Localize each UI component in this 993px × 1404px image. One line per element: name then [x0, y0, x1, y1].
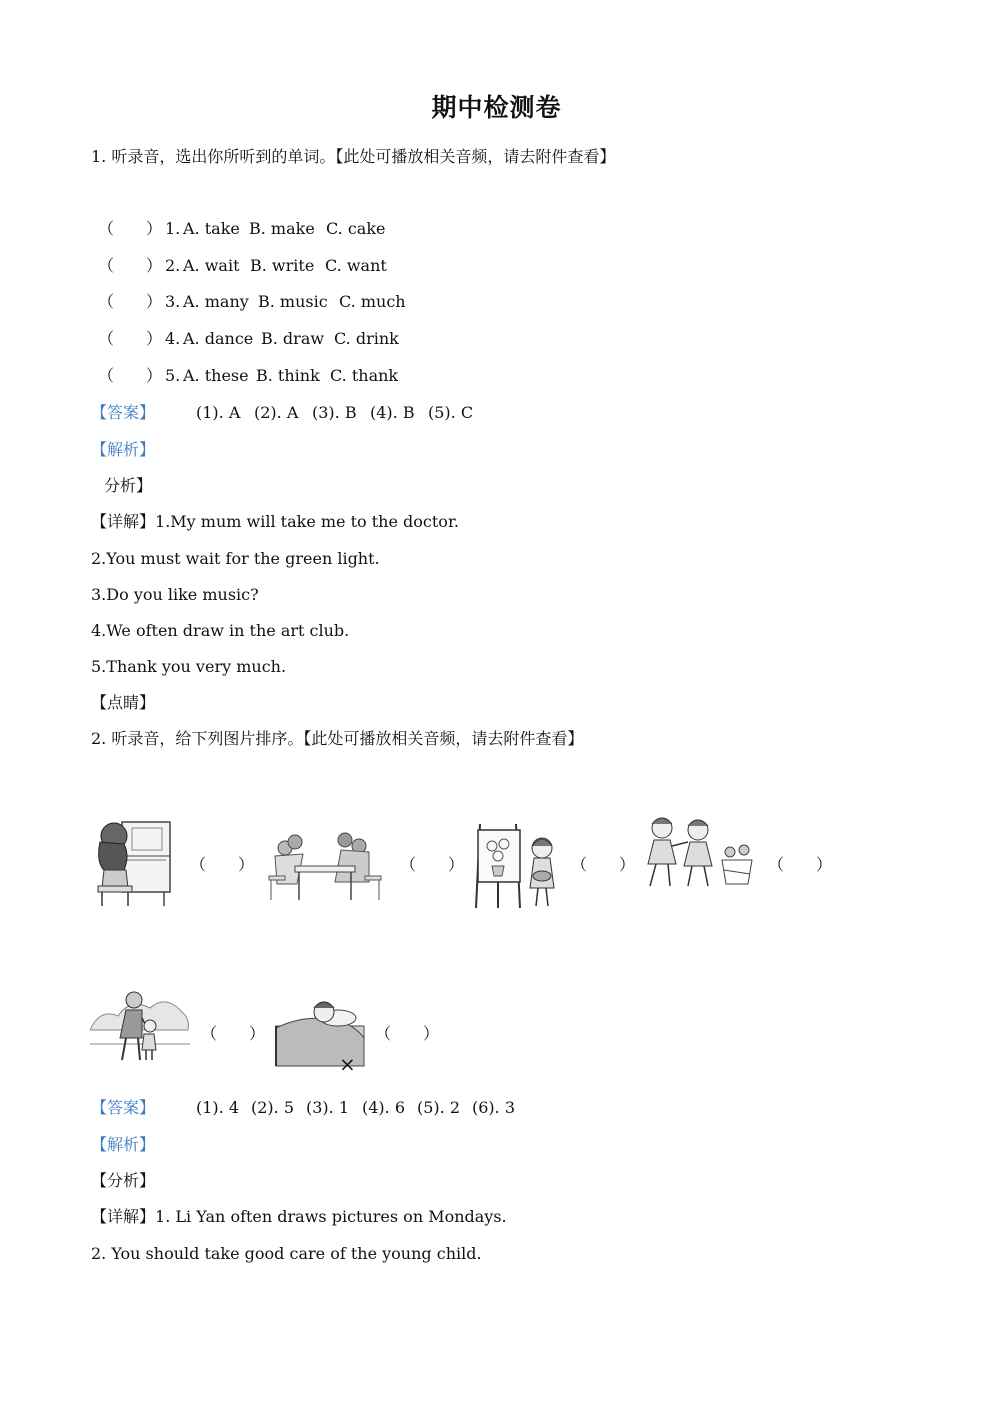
- answer-value: (4). 6: [362, 1098, 406, 1117]
- detail-line: 4.We often draw in the art club.: [91, 621, 350, 640]
- option-c: C. want: [325, 256, 387, 275]
- detail-line: 3.Do you like music?: [91, 585, 259, 604]
- option-a: A. these: [183, 366, 249, 385]
- father-child-picture: [90, 990, 190, 1062]
- q2-prompt: 2. 听录音，给下列图片排序。【此处可播放相关音频，请去附件查看】: [91, 729, 584, 748]
- answer-blank[interactable]: （ ）: [98, 256, 163, 275]
- girl-painting-picture: [472, 822, 564, 910]
- answer-value: (3). B: [312, 403, 357, 422]
- family-table-picture: [265, 830, 385, 902]
- detail-line: [91, 1206, 507, 1228]
- answer-value: (3). 1: [306, 1098, 350, 1117]
- detail-tag: 【详解】: [91, 512, 156, 531]
- item-number: 2.: [165, 256, 181, 275]
- option-c: C. thank: [330, 366, 399, 385]
- order-blank[interactable]: （ ）: [571, 855, 636, 874]
- option-a: A. wait: [183, 256, 240, 275]
- answer-value: (5). 2: [417, 1098, 461, 1117]
- answer-blank[interactable]: （ ）: [98, 329, 163, 348]
- detail-tag: 【详解】: [91, 1207, 156, 1226]
- option-c: C. drink: [334, 329, 399, 348]
- fenxi-label: 分析】: [104, 476, 153, 495]
- cross-mark: ×: [339, 1052, 356, 1076]
- answer-blank[interactable]: （ ）: [98, 292, 163, 311]
- option-c: C. much: [339, 292, 406, 311]
- detail-text: 1. Li Yan often draws pictures on Mondays.: [155, 1207, 507, 1226]
- piano-girl-picture: [94, 816, 174, 908]
- detail-line: 2.You must wait for the green light.: [91, 549, 380, 568]
- option-b: B. make: [249, 219, 315, 238]
- fenxi-tag: 【分析】: [91, 1171, 156, 1190]
- answer-tag: 【答案】: [91, 403, 156, 422]
- option-b: B. think: [256, 366, 320, 385]
- answer-value: (5). C: [428, 403, 474, 422]
- detail-line: 5.Thank you very much.: [91, 657, 287, 676]
- answer-value: (1). A: [196, 403, 241, 422]
- detail-line: 2. You should take good care of the young child.: [91, 1244, 482, 1263]
- order-blank[interactable]: （ ）: [201, 1024, 266, 1043]
- analysis-tag: 【解析】: [91, 1135, 156, 1154]
- order-blank[interactable]: （ ）: [768, 855, 833, 874]
- option-b: B. write: [250, 256, 315, 275]
- order-blank[interactable]: （ ）: [190, 855, 255, 874]
- detail-line: [91, 511, 459, 533]
- option-a: A. many: [183, 292, 249, 311]
- item-number: 3.: [165, 292, 181, 311]
- answer-blank[interactable]: （ ）: [98, 366, 163, 385]
- answer-value: (6). 3: [472, 1098, 516, 1117]
- answer-value: (4). B: [370, 403, 415, 422]
- page-title: 期中检测卷: [431, 93, 562, 122]
- option-a: A. dance: [183, 329, 254, 348]
- option-c: C. cake: [326, 219, 386, 238]
- answer-tag: 【答案】: [91, 1098, 156, 1117]
- option-a: A. take: [183, 219, 240, 238]
- q1-prompt: 1. 听录音，选出你所听到的单词。【此处可播放相关音频，请去附件查看】: [91, 147, 616, 166]
- order-blank[interactable]: （ ）: [375, 1024, 440, 1043]
- option-b: B. music: [258, 292, 328, 311]
- detail-text: 1.My mum will take me to the doctor.: [155, 512, 459, 531]
- answer-value: (2). A: [254, 403, 299, 422]
- answer-value: (1). 4: [196, 1098, 240, 1117]
- answer-blank[interactable]: （ ）: [98, 219, 163, 238]
- analysis-tag: 【解析】: [91, 440, 156, 459]
- option-b: B. draw: [261, 329, 325, 348]
- girls-dancing-picture: [640, 814, 758, 890]
- item-number: 5.: [165, 366, 181, 385]
- dianjing-tag: 【点睛】: [91, 693, 156, 712]
- item-number: 4.: [165, 329, 181, 348]
- item-number: 1.: [165, 219, 181, 238]
- answer-value: (2). 5: [251, 1098, 295, 1117]
- order-blank[interactable]: （ ）: [400, 855, 465, 874]
